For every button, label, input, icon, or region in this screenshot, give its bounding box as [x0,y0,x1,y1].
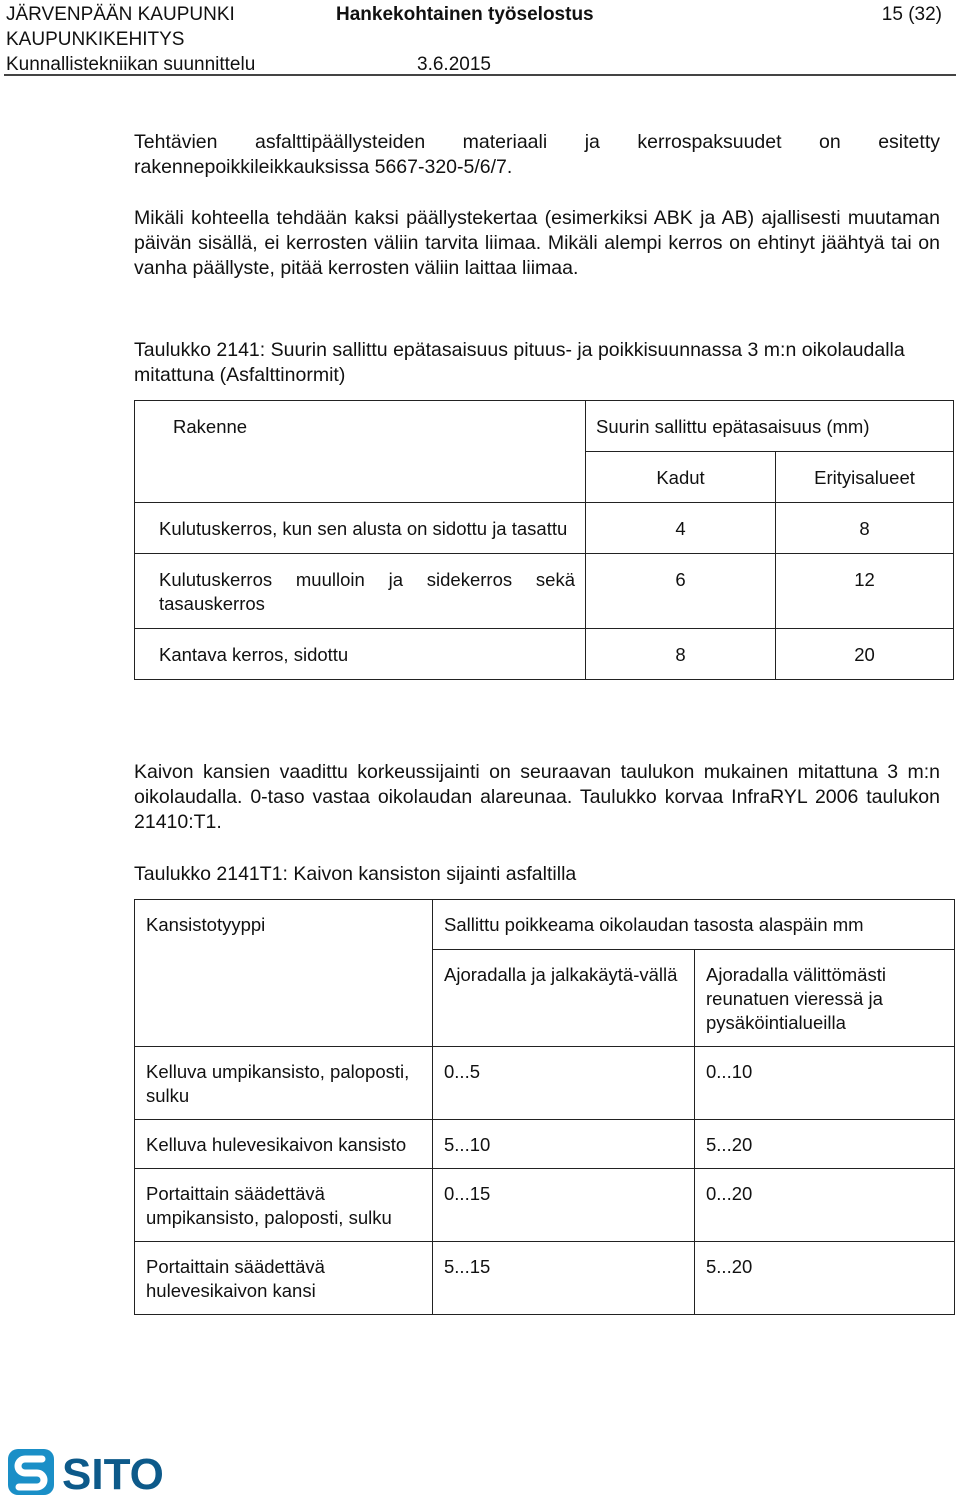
row-label: Kelluva hulevesikaivon kansisto [135,1120,433,1169]
table-row [135,1169,955,1242]
value-streets: 4 [586,503,776,554]
document-title: Hankekohtainen työselostus [336,4,594,25]
header-divider [4,74,956,76]
table-row [135,1242,955,1315]
logo-wordmark: SITO [62,1450,164,1499]
page-number: 15 (32) [881,4,942,25]
value-roadway-sidewalk: 5...10 [433,1120,695,1169]
table-header-row [135,900,955,950]
value-roadway-sidewalk: 5...15 [433,1242,695,1315]
unit-name: Kunnallistekniikan suunnittelu [6,54,256,75]
row-label: Portaittain säädettävä umpikansisto, paloposti, sulku [135,1169,433,1242]
row-label: Kantava kerros, sidottu [135,629,586,680]
document-date: 3.6.2015 [417,54,491,75]
value-special-areas: 8 [776,503,954,554]
table-row [135,629,954,680]
column-header-cover-type: Kansistotyyppi [135,900,433,1047]
value-curb-parking: 0...20 [695,1169,955,1242]
value-curb-parking: 0...10 [695,1047,955,1120]
value-streets: 8 [586,629,776,680]
column-header-allowed-deviation: Sallittu poikkeama oikolaudan tasosta alaspäin mm [433,900,955,950]
table1-caption: Taulukko 2141: Suurin sallittu epätasaisuus pituus- ja poikkisuunnassa 3 m:n oikolaudalla mitattuna (Asfalttinormit) [134,339,905,386]
org-name: JÄRVENPÄÄN KAUPUNKI [6,4,235,25]
paragraph-adhesive: Mikäli kohteella tehdään kaksi päällystekertaa (esimerkiksi ABK ja AB) ajallisesti muutaman päivän sisällä, ei kerrosten väliin tarvita liimaa. Mikäli alempi kerros on ehtinyt jäähtyä tai on vanha päällyste, pitää kerrosten väliin laittaa liimaa. [134,207,940,279]
value-curb-parking: 5...20 [695,1120,955,1169]
table2-caption: Taulukko 2141T1: Kaivon kansiston sijainti asfaltilla [134,863,577,885]
subheader-streets: Kadut [586,452,776,503]
sito-logo [8,1445,178,1499]
column-header-structure: Rakenne [135,401,586,503]
row-label: Kulutuskerros muulloin ja sidekerros sekä tasauskerros [135,554,586,629]
value-roadway-sidewalk: 0...5 [433,1047,695,1120]
row-label: Portaittain säädettävä hulevesikaivon kansi [135,1242,433,1315]
table-row [135,554,954,629]
sito-s-icon [8,1449,54,1495]
page-header [6,2,942,77]
subheader-roadway-curb-parking: Ajoradalla välittömästi reunatuen vieressä ja pysäköintialueilla [695,950,955,1047]
value-special-areas: 12 [776,554,954,629]
row-label: Kulutuskerros, kun sen alusta on sidottu ja tasattu [135,503,586,554]
value-roadway-sidewalk: 0...15 [433,1169,695,1242]
value-streets: 6 [586,554,776,629]
table-header-row [135,401,954,452]
unevenness-table [134,400,954,680]
paragraph-manhole-covers: Kaivon kansien vaadittu korkeussijainti on seuraavan taulukon mukainen mitattuna 3 m:n oikolaudalla. 0-taso vastaa oikolaudan alareunaa. Taulukko korvaa InfraRYL 2006 taulukon 21410:T1. [134,761,940,833]
table-row [135,1120,955,1169]
subheader-roadway-sidewalk: Ajoradalla ja jalkakäytä-vällä [433,950,695,1047]
row-label: Kelluva umpikansisto, paloposti, sulku [135,1047,433,1120]
manhole-cover-table [134,899,955,1315]
value-special-areas: 20 [776,629,954,680]
department-name: KAUPUNKIKEHITYS [6,29,185,50]
paragraph-materials: Tehtävien asfalttipäällysteiden materiaali ja kerrospaksuudet on esitetty rakennepoikkileikkauksissa 5667-320-5/6/7. [134,131,940,178]
table-row [135,503,954,554]
subheader-special-areas: Erityisalueet [776,452,954,503]
value-curb-parking: 5...20 [695,1242,955,1315]
column-header-max-unevenness: Suurin sallittu epätasaisuus (mm) [586,401,954,452]
table-row [135,1047,955,1120]
